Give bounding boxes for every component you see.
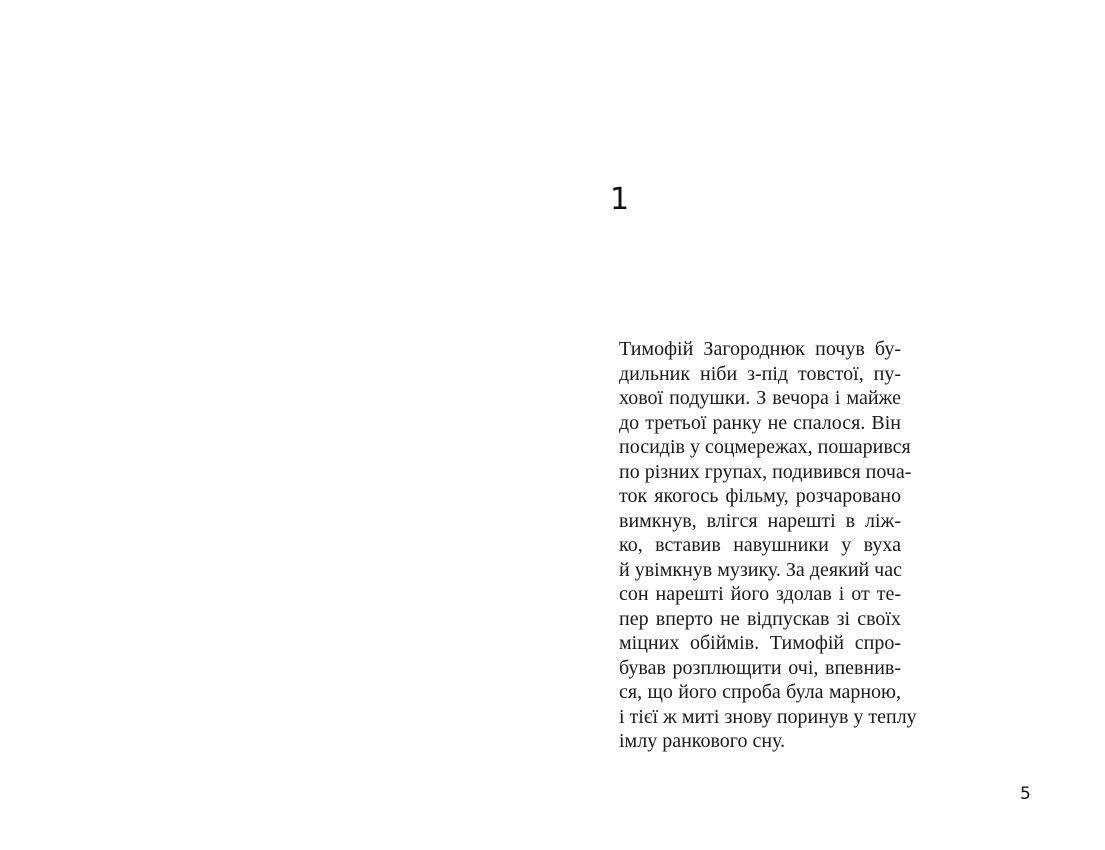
paragraph-line: ся, що його спроба була марною, <box>619 681 901 703</box>
paragraph-line: міцних обіймів. Тимофій спро- <box>619 632 901 654</box>
paragraph-line: Тимофій Загороднюк почув бу- <box>619 338 901 360</box>
paragraph-line: хової подушки. З вечора і майже <box>619 387 901 409</box>
paragraph-line: пер вперто не відпускав зі своїх <box>619 607 901 630</box>
paragraph-line: й увімкнув музику. За деякий час <box>619 558 902 581</box>
paragraph-line: ток якогось фільму, розчаровано <box>619 485 901 507</box>
paragraph-line: ко, вставив навушники у вуха <box>619 534 901 556</box>
paragraph-line: бував розплющити очі, впевнив- <box>619 656 901 679</box>
paragraph-line: сон нарешті його здолав і от те- <box>619 583 901 605</box>
chapter-paragraph <box>619 337 917 754</box>
paragraph-line: вимкнув, влігся нарешті в ліж- <box>619 509 901 532</box>
page-number: 5 <box>1020 784 1031 804</box>
paragraph-line: імлу ранкового сну. <box>619 730 786 752</box>
paragraph-line: по різних групах, подивився поча- <box>619 460 912 483</box>
paragraph-line: дильник ніби з-під товстої, пу- <box>619 362 901 385</box>
paragraph-line: і тієї ж миті знову поринув у теплу <box>619 705 917 728</box>
paragraph-line: до третьої ранку не спалося. Він <box>619 411 901 434</box>
chapter-number: 1 <box>610 182 630 217</box>
paragraph-line: посидів у соцмережах, пошарився <box>619 436 911 458</box>
